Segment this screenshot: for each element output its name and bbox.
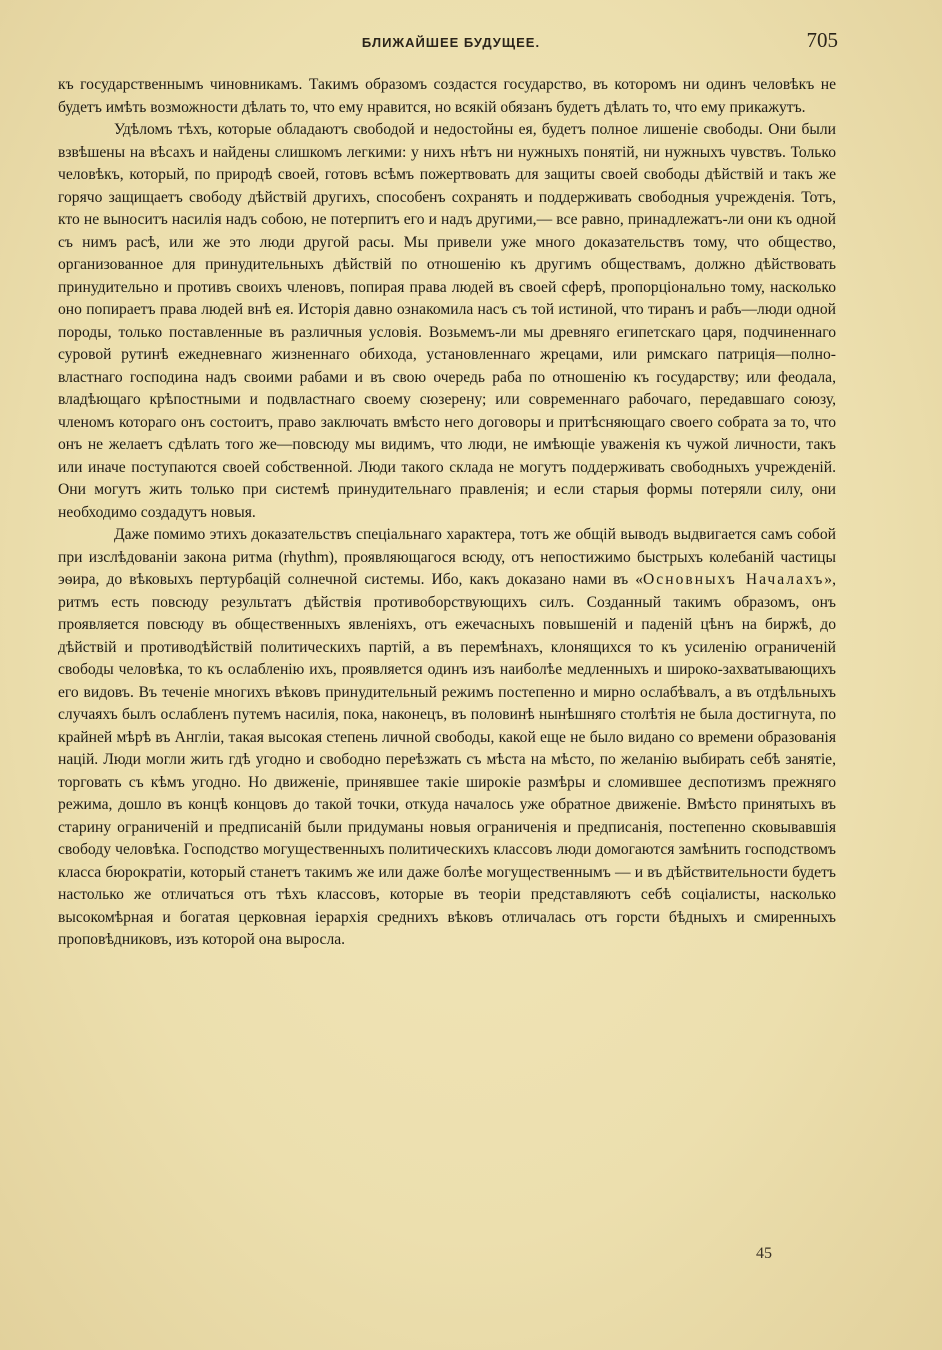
- signature-mark: 45: [756, 1245, 772, 1262]
- paragraph-1: [58, 74, 836, 119]
- running-title: БЛИЖАЙШЕЕ БУДУЩЕЕ.: [361, 35, 541, 50]
- paragraph-3: [58, 524, 836, 952]
- text-run: къ государственнымъ чиновникамъ. Такимъ образомъ создастся государство, въ которомъ ни одинъ человѣкъ не будетъ имѣть возможности дѣлать то, что ему нравится, но всякій обязанъ будетъ дѣлать то, что ему прикажутъ.: [58, 76, 836, 116]
- page-number: 705: [806, 28, 838, 52]
- text-run: Даже помимо этихъ доказательствъ спеціальнаго характера, тотъ же общій выводъ выдвигается самъ собой при изслѣдованіи закона ритма (rhythm), проявляющагося всюду, отъ непостижимо быстрыхъ колебаній частицы эѳира, до вѣковыхъ пертурбацій солнечной системы. Ибо, какъ доказано нами въ «: [58, 526, 836, 588]
- body-text: [58, 74, 836, 952]
- book-title-spaced: Основныхъ Началахъ: [643, 571, 825, 588]
- paragraph-2: [58, 119, 836, 524]
- text-run: Удѣломъ тѣхъ, которые обладаютъ свободой и недостойны ея, будетъ полное лишеніе свободы. Они были взвѣшены на вѣсахъ и найдены слишкомъ легкими: у нихъ нѣтъ ни нужныхъ понятій, ни нужныхъ чувствъ. Только человѣкъ, который, по природѣ своей, готовъ всѣмъ пожертвовать для защиты своей свободы дѣйствій и такъ же горячо защищаетъ свободу дѣйствій другихъ, способенъ сохранять и поддерживать свободныя учрежденія. Тотъ, кто не выноситъ насилія надъ собою, не потерпитъ его и надъ другими,— все равно, принадлежатъ-ли они къ одной съ нимъ расѣ, или же это люди другой расы. Мы привели уже много доказательствъ тому, что общество, организованное для принудительныхъ дѣйствій по отношенію къ другимъ обществамъ, должно дѣйствовать принудительно и противъ своихъ членовъ, попирая права людей въ своей сферѣ, пропорціонально тому, насколько оно попираетъ права людей внѣ ея. Исторія давно ознакомила насъ съ той истиной, что тиранъ и рабъ—люди одной породы, только поставленные въ различныя условія. Возьмемъ-ли мы древняго египетскаго царя, подчиненнаго суровой рутинѣ ежедневнаго жизненнаго обихода, установленнаго жрецами, или римскаго патриція—полновластнаго господина надъ своими рабами и въ свою очередь раба по отношенію къ государству; или феодала, владѣющаго крѣпостными и подвластнаго своему сюзерену; или современнаго рабочаго, передавшаго союзу, членомъ котораго онъ состоитъ, право заключать вмѣсто него договоры и притѣсняющаго своего собрата за то, что онъ не желаетъ сдѣлать того же—повсюду мы видимъ, что люди, не имѣющіе уваженія къ чужой личности, такъ или иначе поступаются своей собственной. Люди такого склада не могутъ поддерживать свободныхъ учрежденій. Они могутъ жить только при системѣ принудительнаго правленія; и если старыя формы потеряли силу, они необходимо создадутъ новыя.: [58, 121, 836, 521]
- page-header: [0, 28, 942, 58]
- text-run: », ритмъ есть повсюду результатъ дѣйствія противоборствующихъ силъ. Созданный такимъ образомъ, онъ проявляется повсюду въ общественныхъ явленіяхъ, отъ ежечасныхъ повышеній и паденій цѣнъ на биржѣ, до дѣйствій и противодѣйствій политическихъ партій, а въ перемѣнахъ, клонящихся то къ усиленію ограниченій свободы человѣка, то къ ослабленію ихъ, проявляется одинъ изъ наиболѣе медленныхъ и широко-захватывающихъ его видовъ. Въ теченіе многихъ вѣковъ принудительный режимъ постепенно и мирно ослабѣвалъ, а въ отдѣльныхъ случаяхъ былъ ослабленъ путемъ насилія, пока, наконецъ, въ половинѣ нынѣшняго столѣтія не была достигнута, по крайней мѣрѣ въ Англіи, такая высокая степень личной свободы, какой еще не было видано со времени образованія націй. Люди могли жить гдѣ угодно и свободно переѣзжать съ мѣста на мѣсто, по желанію выбирать себѣ занятіе, торговать съ кѣмъ угодно. Но движеніе, принявшее такіе широкіе размѣры и сломившее деспотизмъ прежняго режима, дошло въ концѣ концовъ до такой точки, откуда началось уже обратное движеніе. Вмѣсто принятыхъ въ старину ограниченій и предписаній были придуманы новыя ограниченія и предписанія, постепенно сковывавшія свободу человѣка. Господство могущественныхъ политическихъ классовъ люди домогаются замѣнить господствомъ класса бюрократіи, который станетъ такимъ же или даже болѣе могущественнымъ — и въ дѣйствительности будетъ настолько же отличаться отъ тѣхъ классовъ, которые въ теоріи представляютъ себѣ соціалисты, насколько высокомѣрная и богатая церковная іерархія среднихъ вѣковъ отличалась отъ горсти бѣдныхъ и смиренныхъ проповѣдниковъ, изъ которой она выросла.: [58, 571, 836, 948]
